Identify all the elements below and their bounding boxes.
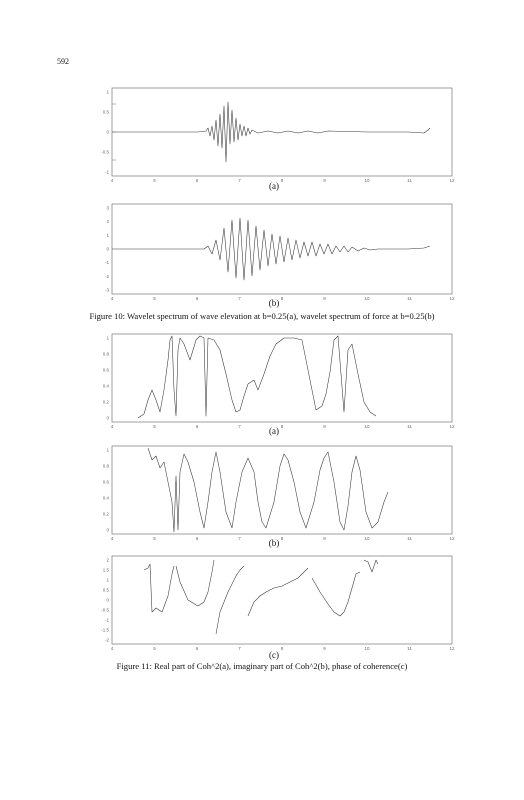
fig11-plot-a-svg: [102, 330, 458, 429]
x-tick-label: 6: [195, 536, 199, 541]
y-tick-label: 1: [106, 447, 109, 453]
y-tick-label: -0.5: [101, 607, 109, 613]
y-tick-label: 1: [106, 232, 109, 238]
y-tick-label: 3: [106, 205, 109, 211]
x-tick-label: 9: [323, 296, 326, 301]
fig10-plot-a-svg: [101, 84, 458, 183]
y-tick-label: 0.5: [102, 109, 109, 115]
fig11b-imag-coh-trace: [148, 448, 388, 532]
y-tick-label: -1.5: [101, 627, 109, 633]
y-tick-label: -1: [104, 260, 109, 266]
x-tick-label: 4: [110, 424, 114, 429]
y-tick-label: 1: [106, 89, 109, 95]
fig10-plot-b: [104, 200, 458, 301]
y-tick-label: 0: [106, 129, 109, 135]
y-tick-label: -1: [104, 169, 109, 175]
fig10b-force-trace: [112, 218, 430, 280]
fig10-panel-b-label: (b): [268, 298, 280, 308]
y-tick-label: 0.8: [102, 351, 109, 357]
x-tick-label: 10: [364, 296, 370, 301]
y-tick-label: 0.4: [102, 495, 109, 501]
y-tick-label: -3: [104, 287, 109, 293]
x-tick-label: 5: [153, 296, 156, 301]
x-tick-label: 5: [153, 536, 156, 541]
x-tick-label: 11: [407, 646, 412, 651]
fig11c-phase-trace: [144, 560, 378, 634]
y-tick-label: 0.6: [102, 367, 109, 373]
fig11-plot-a: [102, 330, 458, 429]
x-tick-label: 9: [323, 646, 326, 651]
x-tick-label: 11: [407, 296, 412, 301]
x-tick-label: 10: [364, 646, 370, 651]
y-tick-label: 0: [106, 415, 109, 421]
y-tick-label: -2: [104, 273, 109, 279]
x-tick-label: 7: [238, 424, 241, 429]
fig11-plot-c-svg: [101, 552, 458, 651]
page-number: 592: [57, 57, 69, 66]
x-tick-label: 8: [280, 536, 284, 541]
x-tick-label: 5: [153, 424, 156, 429]
figure11-caption: Figure 11: Real part of Coh^2(a), imaginary part of Coh^2(b), phase of coherence(c): [116, 661, 408, 671]
y-tick-label: 2: [106, 557, 109, 563]
x-tick-label: 4: [110, 178, 114, 183]
x-tick-label: 5: [153, 646, 156, 651]
fig11-panel-a-label: (a): [269, 426, 279, 436]
x-tick-label: 8: [280, 646, 284, 651]
x-tick-label: 10: [364, 424, 370, 429]
x-tick-label: 7: [238, 536, 241, 541]
x-tick-label: 5: [153, 178, 156, 183]
y-tick-label: 0: [106, 246, 109, 252]
x-tick-label: 11: [407, 178, 412, 183]
fig11-plot-b-svg: [102, 442, 458, 541]
plot-frame: [112, 556, 452, 644]
y-tick-label: -0.5: [101, 149, 109, 155]
x-tick-label: 11: [407, 536, 412, 541]
fig11-plot-b: [102, 442, 458, 541]
x-tick-label: 4: [110, 536, 114, 541]
x-tick-label: 4: [110, 646, 114, 651]
x-tick-label: 10: [364, 536, 370, 541]
fig11-panel-c-label: (c): [269, 650, 279, 660]
x-tick-label: 12: [449, 536, 455, 541]
x-tick-label: 6: [195, 646, 199, 651]
x-tick-label: 8: [280, 424, 284, 429]
x-tick-label: 8: [280, 296, 284, 301]
x-tick-label: 11: [407, 424, 412, 429]
y-tick-label: 0.4: [102, 383, 109, 389]
fig10a-wave-trace: [112, 102, 430, 162]
x-tick-label: 4: [110, 296, 114, 301]
x-tick-label: 6: [195, 424, 199, 429]
y-tick-label: 0.2: [102, 399, 109, 405]
y-tick-label: 0.5: [102, 587, 109, 593]
x-tick-label: 7: [238, 178, 241, 183]
x-tick-label: 7: [238, 646, 241, 651]
x-tick-label: 9: [323, 178, 326, 183]
fig10-plot-b-svg: [104, 200, 458, 301]
y-tick-label: -1: [104, 617, 109, 623]
x-tick-label: 10: [364, 178, 370, 183]
x-tick-label: 12: [449, 296, 455, 301]
fig11-panel-b-label: (b): [268, 538, 280, 548]
fig11-plot-c: [101, 552, 458, 651]
y-tick-label: 0: [106, 527, 109, 533]
y-tick-label: 0.2: [102, 511, 109, 517]
x-tick-label: 12: [449, 646, 455, 651]
y-tick-label: 1: [106, 335, 109, 341]
fig10-panel-a-label: (a): [269, 181, 279, 191]
fig11a-real-coh-trace: [138, 336, 376, 418]
x-tick-label: 6: [195, 178, 199, 183]
x-tick-label: 9: [323, 424, 326, 429]
fig10a-yticks: [112, 104, 116, 160]
y-tick-label: 0.6: [102, 479, 109, 485]
y-tick-label: 1.5: [102, 567, 109, 573]
plot-frame: [112, 334, 452, 422]
x-tick-label: 12: [449, 178, 455, 183]
y-tick-label: 0: [106, 597, 109, 603]
y-tick-label: 0.8: [102, 463, 109, 469]
y-tick-label: -2: [104, 637, 109, 643]
x-tick-label: 6: [195, 296, 199, 301]
y-tick-label: 1: [106, 577, 109, 583]
figure10-caption: Figure 10: Wavelet spectrum of wave elevation at b=0.25(a), wavelet spectrum of force at b=0.25(b): [89, 311, 435, 321]
x-tick-label: 9: [323, 536, 326, 541]
x-tick-label: 8: [280, 178, 284, 183]
fig10-plot-a: [101, 84, 458, 183]
x-tick-label: 7: [238, 296, 241, 301]
y-tick-label: 2: [106, 219, 109, 225]
x-tick-label: 12: [449, 424, 455, 429]
